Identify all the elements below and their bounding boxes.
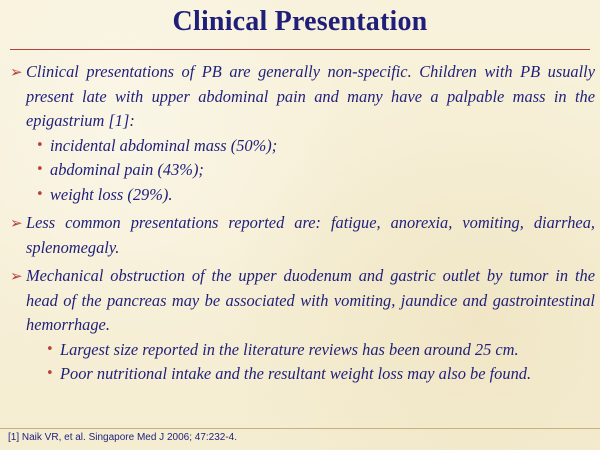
subitem — [36, 134, 595, 159]
bullet-3-subitems — [26, 338, 595, 387]
footer-divider — [0, 428, 600, 429]
bullet-text: Less common presentations reported are: fatigue, anorexia, vomiting, diarrhea, splenomegaly. — [26, 213, 595, 257]
subitem — [36, 158, 595, 183]
bullet-3 — [10, 264, 595, 387]
subitem-text: Largest size reported in the literature reviews has been around 25 cm. — [60, 339, 519, 359]
dot-bullet-icon: • — [46, 341, 54, 357]
subitem — [46, 362, 595, 387]
subitem-text: Poor nutritional intake and the resultant weight loss may also be found. — [60, 364, 532, 383]
bullet-1-subitems — [26, 134, 595, 208]
bullet-text: Mechanical obstruction of the upper duodenum and gastric outlet by tumor in the head of the pancreas may be associated with vomiting, jaundice and gastrointestinal hemorrhage. — [26, 266, 595, 334]
subitem-text: incidental abdominal mass (50%); — [50, 135, 278, 155]
subitem-text: abdominal pain (43%); — [50, 160, 204, 179]
footnote: [1] Naik VR, et al. Singapore Med J 2006; 47:232-4. — [8, 432, 238, 443]
slide-content — [10, 60, 595, 387]
subitem — [46, 338, 595, 363]
dot-bullet-icon: • — [46, 366, 54, 381]
bullet-text: Clinical presentations of PB are generally non-specific. Children with PB usually present late with upper abdominal pain and many have a palpable mass in the epigastrium [1]: — [26, 62, 595, 130]
title-divider — [10, 49, 590, 50]
arrow-bullet-icon: ➢ — [10, 214, 23, 232]
dot-bullet-icon: • — [36, 137, 44, 153]
bullet-1 — [10, 60, 595, 207]
subitem-text: weight loss (29%). — [50, 184, 173, 204]
dot-bullet-icon: • — [36, 186, 44, 202]
arrow-bullet-icon: ➢ — [10, 63, 23, 81]
arrow-bullet-icon: ➢ — [10, 267, 23, 285]
slide-title: Clinical Presentation — [172, 6, 428, 37]
bullet-2 — [10, 211, 595, 260]
dot-bullet-icon: • — [36, 162, 44, 177]
subitem — [36, 183, 595, 208]
